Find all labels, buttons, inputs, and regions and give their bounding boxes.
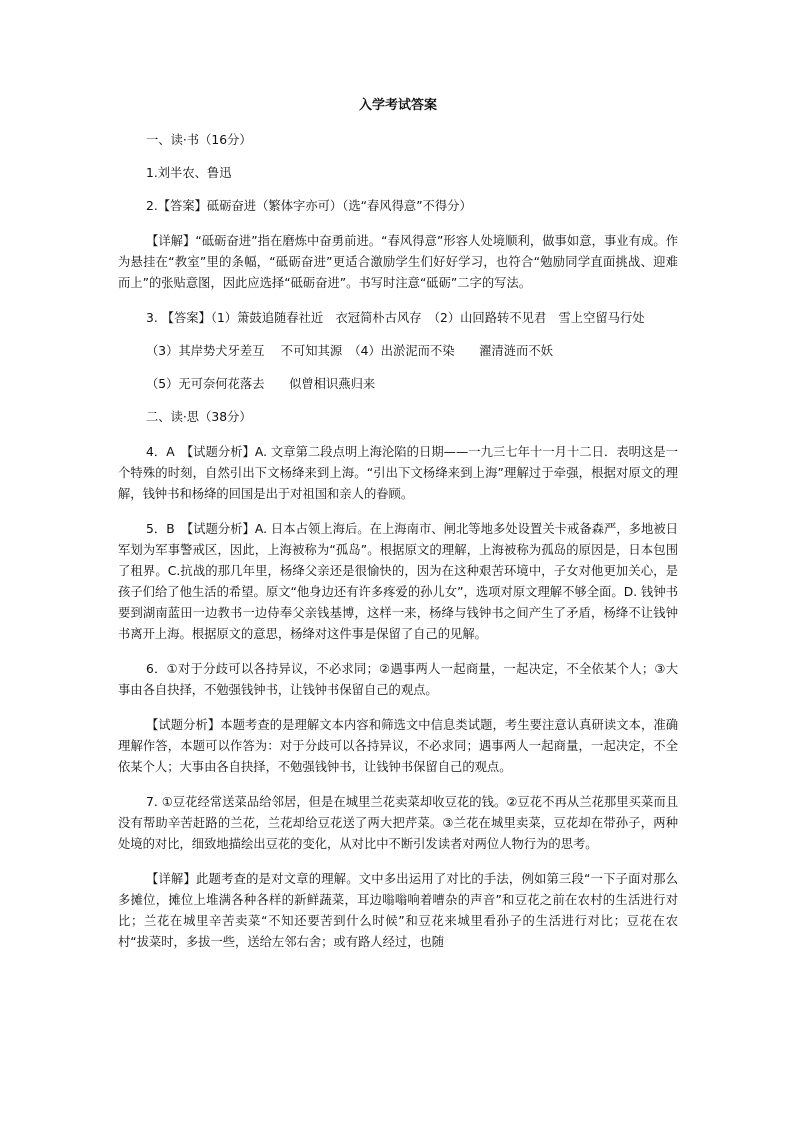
answer-3: 3. 【答案】（1）箫鼓追随春社近 衣冠简朴古风存 （2）山回路转不见君 雪上空留马行处 — [146, 311, 645, 325]
answer-2: 2.【答案】砥砺奋进（繁体字亦可）（选“春风得意”不得分） — [146, 199, 472, 213]
answer-3-part-5: （5）无可奈何花落去 似曾相识燕归来 — [146, 377, 376, 391]
answer-5: 5．B 【试题分析】A. 日本占领上海后。在上海南市、闸北等地多处设置关卡戒备森严，多地被日军划为军事警戒区，因此，上海被称为“孤岛”。根据原文的理解，上海被称为孤岛的原因是，日本包围了租界。C.抗战的那几年里，杨绛父亲还是很愉快的，因为在这种艰苦环境中，子女对他更加关心，是孩子们给了他生活的希望。原文“他身边还有许多疼爱的孙儿女”，选项对原文理解不够全面。D. 钱钟书要到湖南蓝田一边教书一边侍奉父亲钱基博，这样一来，杨绛与钱钟书之间产生了矛盾，杨绛不让钱钟书离开上海。根据原文的意思，杨绛对这件事是保留了自己的见解。 — [118, 522, 678, 641]
document-title: 入学考试答案 — [358, 98, 437, 113]
answer-7-explanation: 【详解】此题考查的是对文章的理解。文中多出运用了对比的手法，例如第三段“一下子面对那么多摊位，摊位上堆满各种各样的新鲜蔬菜，耳边嗡嗡响着嘈杂的声音”和豆花之前在农村的生活进行对比；兰花在城里辛苦卖菜“不知还要苦到什么时候”和豆花来城里看孙子的生活进行对比；豆花在农村“拔菜时，多拔一些，送给左邻右舍；或有路人经过，也随 — [118, 872, 678, 949]
answer-6-analysis: 【试题分析】本题考查的是理解文本内容和筛选文中信息类试题，考生要注意认真研读文本，准确理解作答，本题可以作答为：对于分歧可以各持异议，不必求同；遇事两人一起商量，一起决定，不全依某个人；大事由各自抉择，不勉强钱钟书，让钱钟书保留自己的观点。 — [118, 718, 678, 774]
section-heading-reading: 一、读·书（16分） — [146, 133, 252, 147]
answer-6: 6．①对于分歧可以各持异议，不必求同；②遇事两人一起商量，一起决定，不全依某个人；③大事由各自抉择，不勉强钱钟书，让钱钟书保留自己的观点。 — [118, 662, 678, 697]
answer-document — [118, 96, 678, 953]
answer-4: 4．A 【试题分析】A. 文章第二段点明上海沦陷的日期——一九三七年十一月十二日．表明这是一个特殊的时刻，自然引出下文杨绛来到上海。“引出下文杨绛来到上海”理解过于牵强，根据对原文的理解，钱钟书和杨绛的回国是出于对祖国和亲人的眷顾。 — [118, 445, 678, 501]
answer-2-explanation: 【详解】“砥砺奋进”指在磨炼中奋勇前进。“春风得意”形容人处境顺利，做事如意，事业有成。作为悬挂在“教室”里的条幅，“砥砺奋进”更适合激励学生们好好学习，也符合“勉励同学直面挑战、迎难而上”的张贴意图，因此应选择“砥砺奋进”。书写时注意“砥砺”二字的写法。 — [118, 234, 678, 290]
answer-1: 1.刘半农、鲁迅 — [146, 166, 232, 180]
section-heading-thinking: 二、读·思（38分） — [146, 410, 252, 424]
answer-7: 7. ①豆花经常送菜品给邻居，但是在城里兰花卖菜却收豆花的钱。②豆花不再从兰花那里买菜而且没有帮助辛苦赶路的兰花，兰花却给豆花送了两大把芹菜。③兰花在城里卖菜，豆花却在带孙子，两种处境的对比，细致地描绘出豆花的变化，从对比中不断引发读者对两位人物行为的思考。 — [118, 795, 678, 851]
answer-3-part-3-4: （3）其岸势犬牙差互 不可知其源 （4）出淤泥而不染 濯清涟而不妖 — [146, 344, 553, 358]
